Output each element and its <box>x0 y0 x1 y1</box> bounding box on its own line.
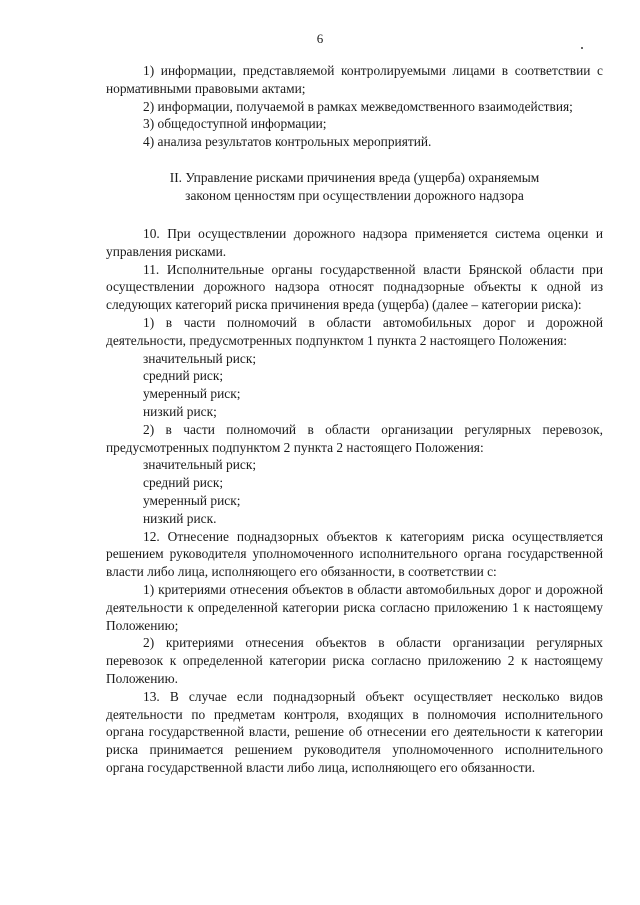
list-item: 1) информации, представляемой контролируемыми лицами в соответствии с нормативными правовыми актами; <box>106 63 603 96</box>
section-heading <box>106 169 603 205</box>
risk-item: низкий риск; <box>143 403 217 419</box>
paragraph-13: 13. В случае если поднадзорный объект осуществляет несколько видов деятельности по предметам контроля, входящих в полномочия исполнительного органа государственной власти, решение об отнесении его деятельности к категории риска принимается решением руководителя уполномоченного исполнительного органа государственной власти либо лица, исполняющего его обязанности. <box>106 688 603 775</box>
scan-speck <box>581 47 583 49</box>
risk-item: значительный риск; <box>143 457 257 473</box>
risk-item: низкий риск. <box>143 510 217 526</box>
section-heading-line-2: законом ценностям при осуществлении дорожного надзора <box>185 187 524 203</box>
paragraph-11-1: 1) в части полномочий в области автомобильных дорог и дорожной деятельности, предусмотренных подпунктом 1 пункта 2 настоящего Положения: <box>106 314 603 348</box>
risk-item: умеренный риск; <box>143 386 241 402</box>
section-heading-line-1: II. Управление рисками причинения вреда (ущерба) охраняемым <box>169 169 540 185</box>
paragraph-12-1: 1) критериями отнесения объектов в области автомобильных дорог и дорожной деятельности к определенной категории риска согласно приложению 1 к настоящему Положению; <box>106 581 603 633</box>
document-body <box>106 62 603 777</box>
paragraph-11: 11. Исполнительные органы государственной власти Брянской области при осуществлении дорожного надзора относят поднадзорные объекты к одной из следующих категорий риска причинения вреда (ущерба) (далее – категории риска): <box>106 261 603 313</box>
paragraph-12: 12. Отнесение поднадзорных объектов к категориям риска осуществляется решением руководителя уполномоченного исполнительного органа государственной власти либо лица, исполняющего его обязанности, в соответствии с: <box>106 528 603 580</box>
list-item: 2) информации, получаемой в рамках межведомственного взаимодействия; <box>143 98 573 114</box>
risk-item: средний риск; <box>143 368 224 384</box>
risk-item: средний риск; <box>143 475 224 491</box>
page-number: 6 <box>316 31 324 46</box>
risk-item: умеренный риск; <box>143 492 241 508</box>
risk-item: значительный риск; <box>143 350 257 366</box>
list-item: 4) анализа результатов контрольных мероприятий. <box>143 134 432 150</box>
paragraph-10: 10. При осуществлении дорожного надзора применяется система оценки и управления рисками. <box>106 225 603 259</box>
list-item: 3) общедоступной информации; <box>143 116 327 132</box>
paragraph-12-2: 2) критериями отнесения объектов в области организации регулярных перевозок к определенной категории риска согласно приложению 2 к настоящему Положению. <box>106 635 603 686</box>
paragraph-11-2: 2) в части полномочий в области организации регулярных перевозок, предусмотренных подпунктом 2 пункта 2 настоящего Положения: <box>106 421 603 455</box>
